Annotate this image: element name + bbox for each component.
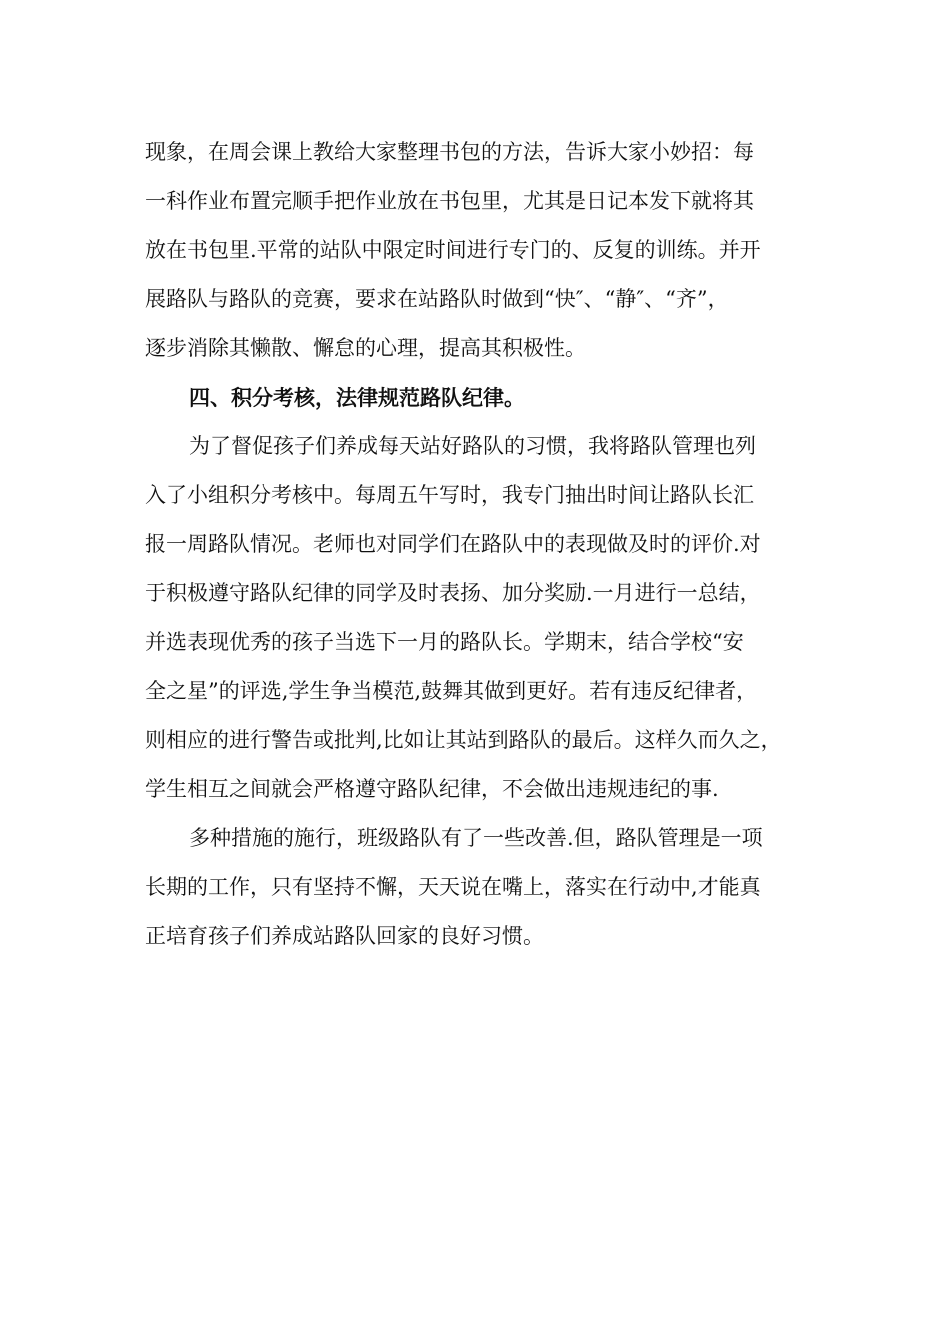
text-line: 一科作业布置完顺手把作业放在书包里，尤其是日记本发下就将其: [145, 189, 754, 213]
text-line: 学生相互之间就会严格遵守路队纪律，不会做出违规违纪的事.: [145, 777, 719, 801]
text-line: 并选表现优秀的孩子当选下一月的路队长。学期末，结合学校“安: [145, 630, 744, 654]
paragraph-first-line: 多种措施的施行，班级路队有了一些改善.但，路队管理是一项: [189, 826, 763, 850]
body-text: [145, 128, 825, 961]
text-line: 展路队与路队的竞赛，要求在站路队时做到“快″、“静″、“齐”，: [145, 287, 729, 311]
text-line: 放在书包里.平常的站队中限定时间进行专门的、反复的训练。并开: [145, 238, 761, 262]
paragraph-first-line: 为了督促孩子们养成每天站好路队的习惯，我将路队管理也列: [189, 434, 756, 458]
text-line: 入了小组积分考核中。每周五午写时，我专门抽出时间让路队长汇: [145, 483, 754, 507]
text-line: 现象，在周会课上教给大家整理书包的方法，告诉大家小妙招：每: [145, 140, 754, 164]
text-line: 报一周路队情况。老师也对同学们在路队中的表现做及时的评价.对: [145, 532, 761, 556]
section-heading: 四、积分考核，法律规范路队纪律。: [189, 385, 525, 410]
text-line: 长期的工作，只有坚持不懈，天天说在嘴上，落实在行动中,才能真: [145, 875, 761, 899]
text-line: 逐步消除其懒散、懈怠的心理，提高其积极性。: [145, 336, 586, 360]
text-line: 则相应的进行警告或批判,比如让其站到路队的最后。这样久而久之，: [145, 728, 782, 752]
text-line: 全之星”的评选,学生争当模范,鼓舞其做到更好。若有违反纪律者，: [145, 679, 758, 703]
text-line: 正培育孩子们养成站路队回家的良好习惯。: [145, 924, 544, 948]
text-line: 于积极遵守路队纪律的同学及时表扬、加分奖励.一月进行一总结，: [145, 581, 761, 605]
